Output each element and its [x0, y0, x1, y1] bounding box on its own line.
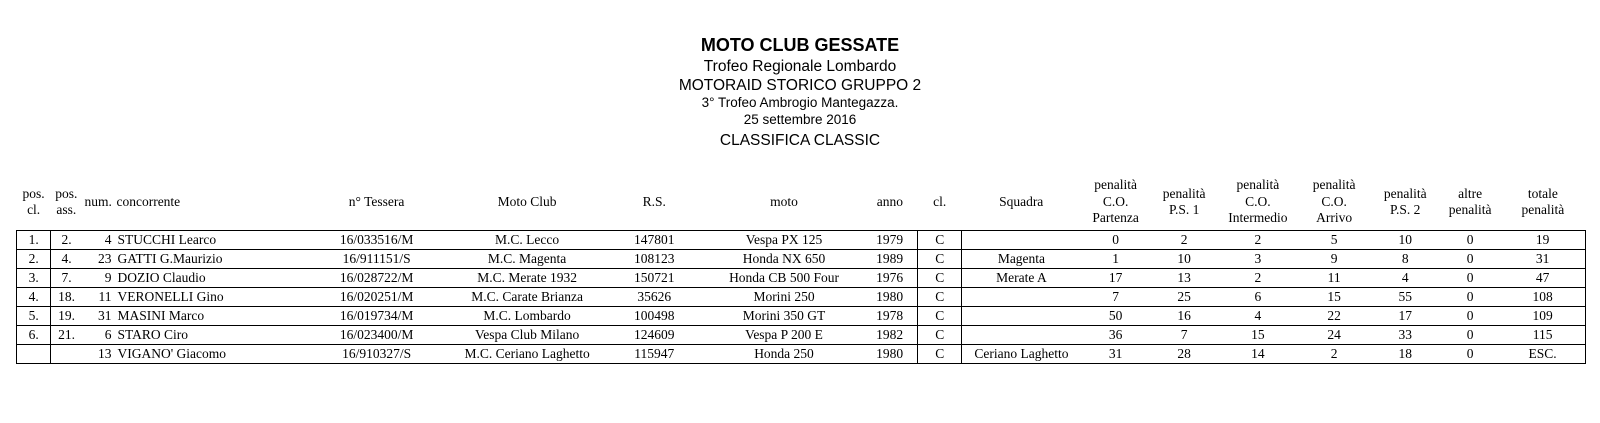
cell-ps1: 16: [1150, 307, 1217, 326]
cell-pos-ass: 4.: [51, 250, 82, 269]
cell-moto-club: M.C. Carate Brianza: [452, 288, 603, 307]
table-row: [17, 288, 1586, 307]
table-row: [17, 231, 1586, 250]
col-moto: moto: [770, 193, 798, 209]
cell-anno: 1976: [862, 269, 918, 288]
cell-concorrente: MASINI Marco: [114, 307, 301, 326]
col-concorrente: concorrente: [116, 193, 181, 209]
col-anno: anno: [876, 193, 903, 209]
cell-co-partenza: 1: [1081, 250, 1151, 269]
col-pos-ass: pos. ass.: [55, 185, 78, 217]
cell-pos-ass: [51, 345, 82, 364]
col-pen-co-arrivo: penalità C.O. Arrivo: [1312, 177, 1356, 226]
cell-squadra: Magenta: [962, 250, 1081, 269]
cell-concorrente: STARO Ciro: [114, 326, 301, 345]
cell-moto: Honda 250: [706, 345, 862, 364]
cell-anno: 1979: [862, 231, 918, 250]
cell-co-intermedio: 3: [1218, 250, 1298, 269]
event-name: MOTORAID STORICO GRUPPO 2: [678, 76, 922, 94]
cell-tessera: 16/910327/S: [301, 345, 452, 364]
cell-cl: C: [918, 250, 962, 269]
col-pen-ps1: penalità P.S. 1: [1162, 185, 1206, 217]
table-row: [17, 250, 1586, 269]
cell-totale: 109: [1500, 307, 1585, 326]
col-totale-pen: totale penalità: [1521, 185, 1565, 217]
cell-totale: 19: [1500, 231, 1585, 250]
col-tessera: n° Tessera: [348, 193, 405, 209]
cell-co-partenza: 0: [1081, 231, 1151, 250]
cell-squadra: Ceriano Laghetto: [962, 345, 1081, 364]
cell-ps2: 4: [1370, 269, 1440, 288]
cell-ps2: 33: [1370, 326, 1440, 345]
event-date: 25 settembre 2016: [743, 112, 857, 128]
cell-ps2: 17: [1370, 307, 1440, 326]
cell-rs: 108123: [602, 250, 706, 269]
cell-pos-ass: 21.: [51, 326, 82, 345]
cell-ps2: 18: [1370, 345, 1440, 364]
cell-altre: 0: [1440, 250, 1500, 269]
cell-num: 23: [82, 250, 115, 269]
cell-ps1: 10: [1150, 250, 1217, 269]
cell-moto-club: M.C. Ceriano Laghetto: [452, 345, 603, 364]
cell-co-partenza: 31: [1081, 345, 1151, 364]
cell-co-arrivo: 22: [1298, 307, 1371, 326]
cell-rs: 124609: [602, 326, 706, 345]
cell-co-partenza: 7: [1081, 288, 1151, 307]
cell-squadra: Merate A: [962, 269, 1081, 288]
cell-ps1: 2: [1150, 231, 1217, 250]
cell-tessera: 16/911151/S: [301, 250, 452, 269]
cell-rs: 115947: [602, 345, 706, 364]
cell-totale: 47: [1500, 269, 1585, 288]
cell-altre: 0: [1440, 288, 1500, 307]
club-title: MOTO CLUB GESSATE: [700, 35, 900, 55]
cell-moto-club: M.C. Lombardo: [452, 307, 603, 326]
cell-co-intermedio: 15: [1218, 326, 1298, 345]
cell-ps1: 7: [1150, 326, 1217, 345]
col-squadra: Squadra: [999, 193, 1044, 209]
cell-squadra: [962, 307, 1081, 326]
cell-concorrente: STUCCHI Learco: [114, 231, 301, 250]
cell-anno: 1980: [862, 288, 918, 307]
cell-totale: 108: [1500, 288, 1585, 307]
cell-ps1: 25: [1150, 288, 1217, 307]
cell-tessera: 16/028722/M: [301, 269, 452, 288]
cell-co-arrivo: 2: [1298, 345, 1371, 364]
col-altre-pen: altre penalità: [1448, 185, 1492, 217]
cell-squadra: [962, 231, 1081, 250]
cell-co-arrivo: 15: [1298, 288, 1371, 307]
cell-altre: 0: [1440, 345, 1500, 364]
col-pen-ps2: penalità P.S. 2: [1383, 185, 1427, 217]
cell-anno: 1978: [862, 307, 918, 326]
cell-rs: 35626: [602, 288, 706, 307]
table-row: [17, 345, 1586, 364]
cell-pos-cl: 3.: [17, 269, 51, 288]
cell-num: 13: [82, 345, 115, 364]
table-row: [17, 269, 1586, 288]
cell-pos-cl: [17, 345, 51, 364]
cell-pos-cl: 2.: [17, 250, 51, 269]
col-num: num.: [84, 193, 112, 209]
col-pen-co-partenza: penalità C.O. Partenza: [1092, 177, 1139, 226]
cell-totale: 31: [1500, 250, 1585, 269]
cell-tessera: 16/023400/M: [301, 326, 452, 345]
results-table: [16, 174, 1586, 364]
cell-co-arrivo: 24: [1298, 326, 1371, 345]
cell-co-arrivo: 9: [1298, 250, 1371, 269]
cell-altre: 0: [1440, 231, 1500, 250]
cell-moto-club: M.C. Lecco: [452, 231, 603, 250]
cell-altre: 0: [1440, 269, 1500, 288]
cell-num: 31: [82, 307, 115, 326]
cell-totale: ESC.: [1500, 345, 1585, 364]
cell-co-partenza: 17: [1081, 269, 1151, 288]
cell-moto: Morini 350 GT: [706, 307, 862, 326]
trophy-edition: 3° Trofeo Ambrogio Mantegazza.: [701, 95, 899, 111]
col-cl: cl.: [933, 193, 947, 209]
cell-pos-cl: 1.: [17, 231, 51, 250]
cell-co-arrivo: 11: [1298, 269, 1371, 288]
cell-moto-club: Vespa Club Milano: [452, 326, 603, 345]
cell-rs: 150721: [602, 269, 706, 288]
cell-num: 6: [82, 326, 115, 345]
cell-ps1: 28: [1150, 345, 1217, 364]
cell-co-partenza: 50: [1081, 307, 1151, 326]
cell-anno: 1980: [862, 345, 918, 364]
cell-totale: 115: [1500, 326, 1585, 345]
cell-co-intermedio: 2: [1218, 231, 1298, 250]
table-row: [17, 307, 1586, 326]
cell-co-partenza: 36: [1081, 326, 1151, 345]
col-rs: R.S.: [642, 193, 666, 209]
cell-cl: C: [918, 269, 962, 288]
cell-cl: C: [918, 231, 962, 250]
cell-pos-ass: 7.: [51, 269, 82, 288]
cell-rs: 100498: [602, 307, 706, 326]
cell-tessera: 16/020251/M: [301, 288, 452, 307]
cell-tessera: 16/019734/M: [301, 307, 452, 326]
cell-moto: Honda NX 650: [706, 250, 862, 269]
cell-co-intermedio: 6: [1218, 288, 1298, 307]
cell-concorrente: VIGANO' Giacomo: [114, 345, 301, 364]
cell-tessera: 16/033516/M: [301, 231, 452, 250]
cell-cl: C: [918, 307, 962, 326]
col-pos-cl: pos. cl.: [22, 185, 45, 217]
cell-ps2: 10: [1370, 231, 1440, 250]
header-row: [17, 174, 1586, 231]
cell-moto: Morini 250: [706, 288, 862, 307]
cell-moto: Vespa P 200 E: [706, 326, 862, 345]
cell-co-intermedio: 4: [1218, 307, 1298, 326]
cell-cl: C: [918, 288, 962, 307]
cell-moto: Vespa PX 125: [706, 231, 862, 250]
cell-ps2: 8: [1370, 250, 1440, 269]
cell-pos-cl: 6.: [17, 326, 51, 345]
cell-cl: C: [918, 326, 962, 345]
cell-pos-ass: 2.: [51, 231, 82, 250]
cell-num: 4: [82, 231, 115, 250]
document-header: [0, 34, 1600, 150]
cell-altre: 0: [1440, 326, 1500, 345]
table-row: [17, 326, 1586, 345]
cell-ps2: 55: [1370, 288, 1440, 307]
cell-pos-cl: 5.: [17, 307, 51, 326]
cell-anno: 1982: [862, 326, 918, 345]
col-pen-co-intermedio: penalità C.O. Intermedio: [1228, 177, 1288, 226]
cell-num: 11: [82, 288, 115, 307]
cell-pos-cl: 4.: [17, 288, 51, 307]
trophy-name: Trofeo Regionale Lombardo: [703, 57, 897, 75]
cell-pos-ass: 19.: [51, 307, 82, 326]
cell-moto-club: M.C. Merate 1932: [452, 269, 603, 288]
cell-num: 9: [82, 269, 115, 288]
cell-concorrente: VERONELLI Gino: [114, 288, 301, 307]
cell-squadra: [962, 326, 1081, 345]
cell-ps1: 13: [1150, 269, 1217, 288]
cell-co-intermedio: 14: [1218, 345, 1298, 364]
cell-concorrente: GATTI G.Maurizio: [114, 250, 301, 269]
cell-concorrente: DOZIO Claudio: [114, 269, 301, 288]
col-moto-club: Moto Club: [497, 193, 557, 209]
cell-rs: 147801: [602, 231, 706, 250]
cell-co-arrivo: 5: [1298, 231, 1371, 250]
cell-pos-ass: 18.: [51, 288, 82, 307]
cell-cl: C: [918, 345, 962, 364]
classification-title: CLASSIFICA CLASSIC: [719, 132, 881, 149]
cell-moto: Honda CB 500 Four: [706, 269, 862, 288]
cell-squadra: [962, 288, 1081, 307]
results-body: [17, 231, 1586, 364]
cell-anno: 1989: [862, 250, 918, 269]
cell-altre: 0: [1440, 307, 1500, 326]
cell-co-intermedio: 2: [1218, 269, 1298, 288]
cell-moto-club: M.C. Magenta: [452, 250, 603, 269]
